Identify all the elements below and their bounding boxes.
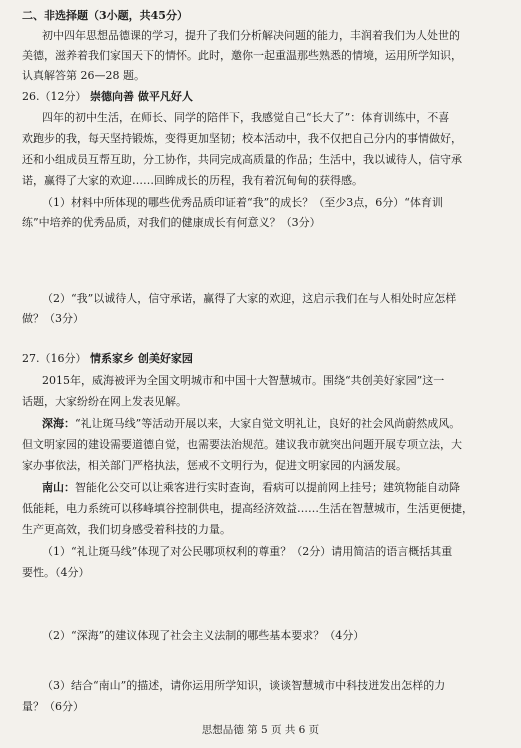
shenhai-line <box>42 414 499 434</box>
speaker-label: 深海： <box>42 417 75 430</box>
subquestion-line: 要性。（4分） <box>22 566 90 579</box>
subquestion-line: 量？（6分） <box>22 700 84 713</box>
question-title: 情系家乡 创美好家园 <box>90 352 193 365</box>
intro-line: 美德，滋养着我们家国天下的情怀。此时，邀你一起重温那些熟悉的情境，运用所学知识， <box>22 49 462 62</box>
page-footer: 思想品德 第 5 页 共 6 页 <box>201 724 320 736</box>
question-26-header <box>22 87 499 107</box>
subquestion-line: （2）“深海”的建议体现了社会主义法制的哪些基本要求？（4分） <box>42 629 365 642</box>
subquestion-line: （1）材料中所体现的哪些优秀品质印证着“我”的成长？（至少3点，6分）“体育训 <box>42 196 443 209</box>
section-heading: 二、非选择题（3小题，共45分） <box>22 9 188 22</box>
opinion-text: “礼让斑马线”等活动开展以来，大家自觉文明礼让，良好的社会风尚蔚然成风。 <box>75 417 461 430</box>
material-line: 诺，赢得了大家的欢迎……回眸成长的历程，我有着沉甸甸的获得感。 <box>22 174 363 187</box>
shenhai-line: 但文明家园的建设需要道德自觉，也需要法治规范。建议我市就突出问题开展专项立法，大 <box>22 438 462 451</box>
nanshan-line: 生产更高效，我们切身感受着科技的力量。 <box>22 523 231 536</box>
intro-line: 认真解答第 26—28 题。 <box>22 69 145 82</box>
speaker-label: 南山： <box>42 481 75 494</box>
material-line: 四年的初中生活，在师长、同学的陪伴下，我感觉自己“长大了”：体育训练中，不喜 <box>42 111 450 124</box>
question-title: 崇德向善 做平凡好人 <box>90 90 193 103</box>
subquestion-line: 做？（3分） <box>22 312 84 325</box>
subquestion-line: （2）“我”以诚待人，信守承诺，赢得了大家的欢迎，这启示我们在与人相处时应怎样 <box>42 292 457 305</box>
opinion-text: 智能化公交可以让乘客进行实时查询，看病可以提前网上挂号；建筑物能自动降 <box>75 481 460 494</box>
nanshan-line: 低能耗，电力系统可以移峰填谷控制供电，提高经济效益……生活在智慧城市，生活更便捷， <box>22 502 473 515</box>
material-line: 欢跑步的我，每天坚持锻炼，变得更加坚韧；校本活动中，我不仅把自己分内的事情做好， <box>22 132 462 145</box>
nanshan-line <box>42 478 499 498</box>
material-line: 还和小组成员互帮互助，分工协作，共同完成高质量的作品；生活中，我以诚待人，信守承 <box>22 153 462 166</box>
shenhai-line: 家办事依法，相关部门严格执法，惩戒不文明行为，促进文明家园的内涵发展。 <box>22 459 407 472</box>
subquestion-line: （1）“礼让斑马线”体现了对公民哪项权利的尊重？（2分）请用简洁的语言概括其重 <box>42 545 453 558</box>
question-number: 27.（16分） <box>22 352 87 365</box>
question-number: 26.（12分） <box>22 90 87 103</box>
subquestion-line: 练”中培养的优秀品质，对我们的健康成长有何意义？（3分） <box>22 216 321 229</box>
subquestion-line: （3）结合“南山”的描述，请你运用所学知识，谈谈智慧城市中科技迸发出怎样的力 <box>42 679 446 692</box>
question-27-header <box>22 349 499 369</box>
material-line: 2015年，威海被评为全国文明城市和中国十大智慧城市。围绕“共创美好家园”这一 <box>42 374 445 387</box>
intro-line: 初中四年思想品德课的学习，提升了我们分析解决问题的能力，丰润着我们为人处世的 <box>42 29 460 42</box>
material-line: 话题，大家纷纷在网上发表见解。 <box>22 395 187 408</box>
